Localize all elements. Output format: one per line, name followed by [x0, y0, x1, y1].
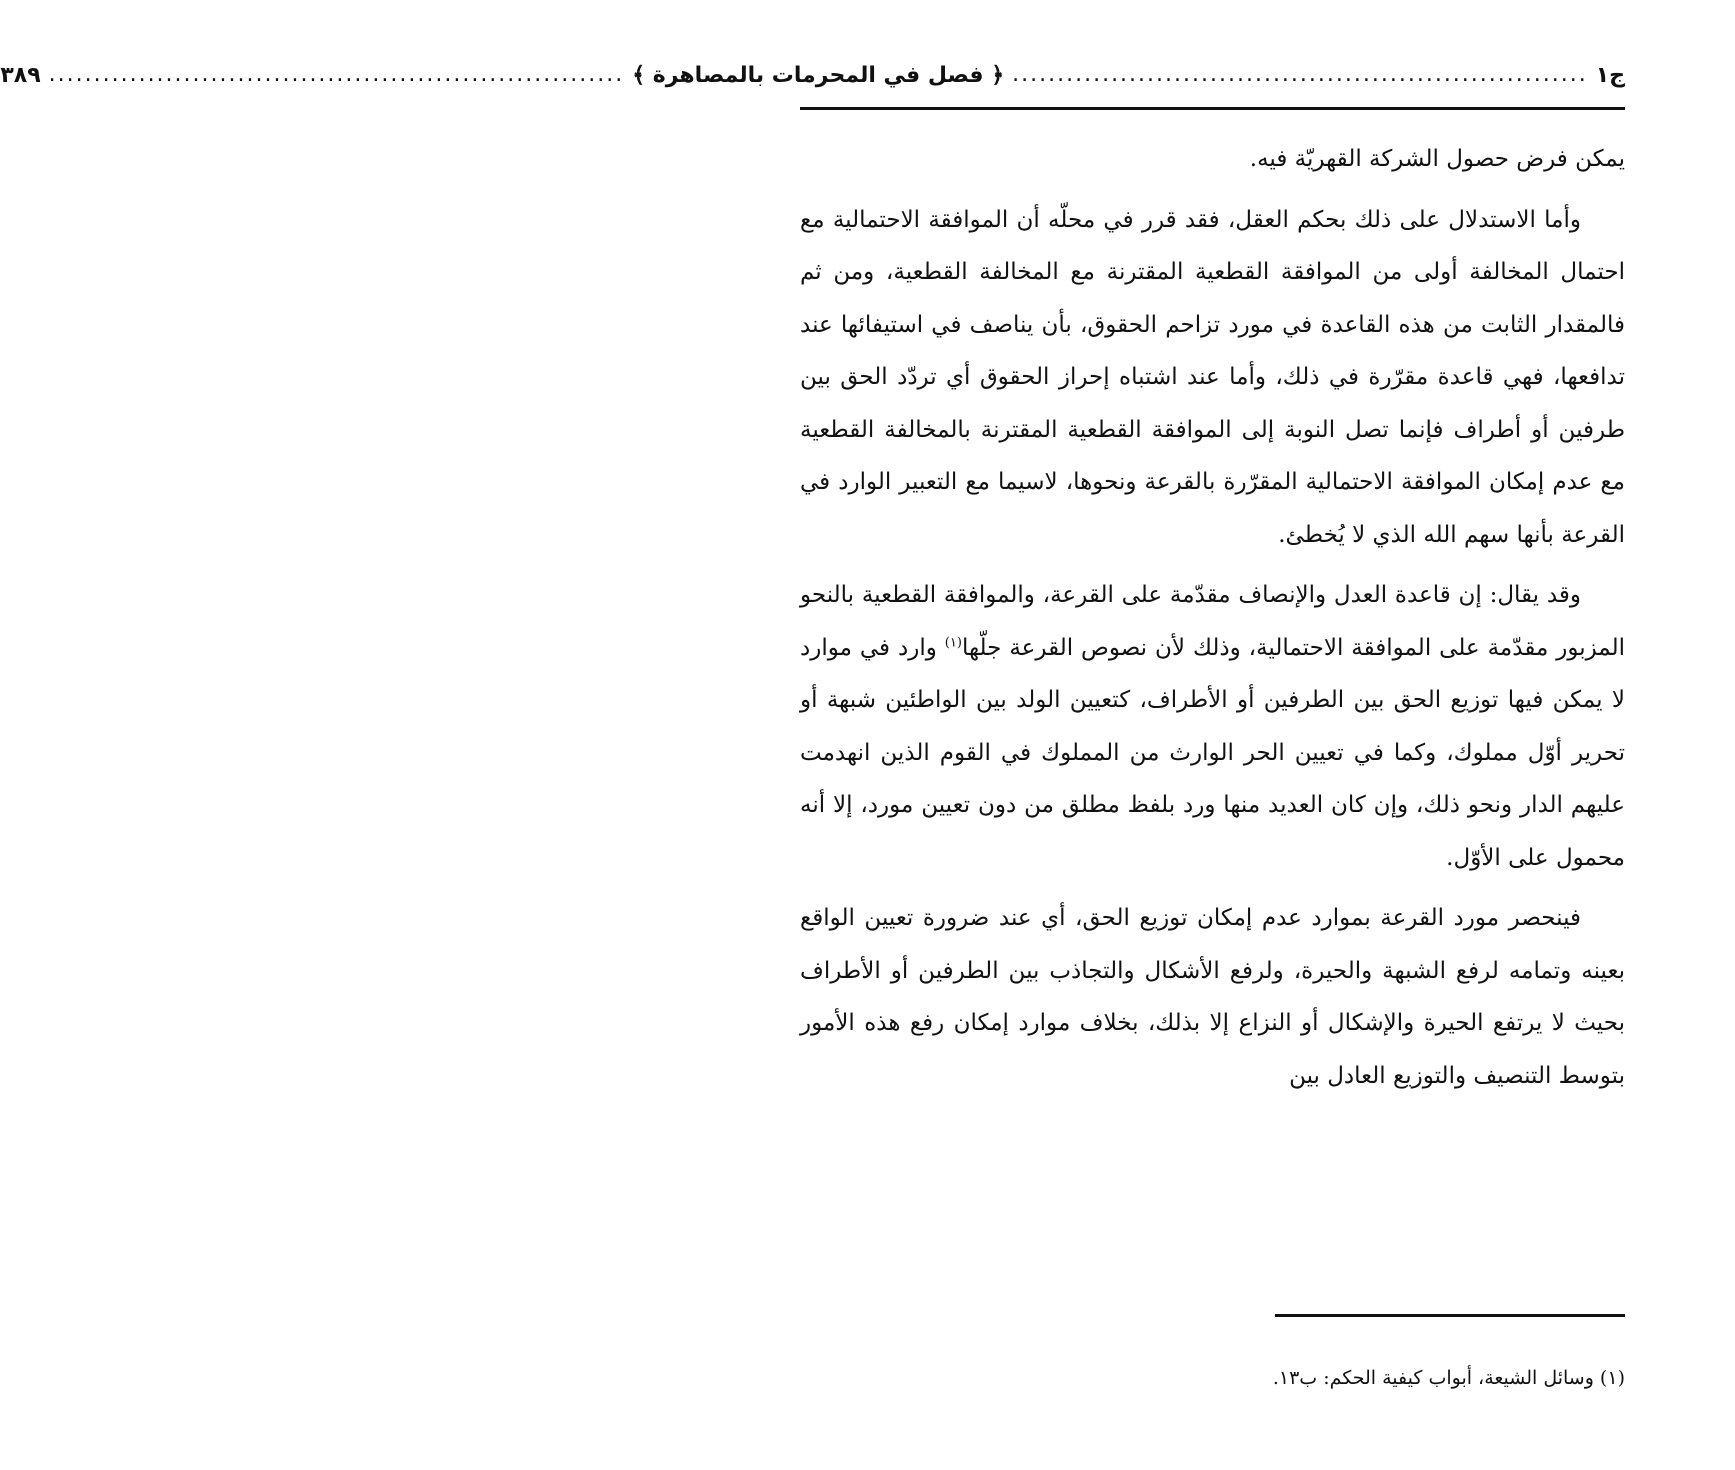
paragraph-3-before: وقد يقال: إن قاعدة العدل والإنصاف مقدّمة على القرعة، والموافقة القطعية بالنحو المزبور مقدّمة على الموافقة الاحتمالية، وذلك لأن نصوص القرعة جلّها [800, 582, 1625, 661]
footnote-separator [1275, 1314, 1625, 1317]
leader-dots: ................................................................ [1012, 62, 1588, 87]
paragraph-2: وأما الاستدلال على ذلك بحكم العقل، فقد قرر في محلّه أن الموافقة الاحتمالية مع احتمال المخالفة أولى من الموافقة القطعية المقترنة مع المخالفة القطعية، ومن ثم فالمقدار الثابت من هذه القاعدة في مورد تزاحم الحقوق، بأن يناصف في استيفائها عند تدافعها، فهي قاعدة مقرّرة في ذلك، وأما عند اشتباه إحراز الحقوق أي تردّد الحق بين طرفين أو أطراف فإنما تصل النوبة إلى الموافقة القطعية المقترنة بالمخالفة القطعية مع عدم إمكان الموافقة الاحتمالية المقرّرة بالقرعة ونحوها، لاسيما مع التعبير الوارد في القرعة بأنها سهم الله الذي لا يُخطئ. [800, 206, 1625, 548]
volume-label: ج١ [1595, 62, 1625, 88]
main-text [800, 133, 1625, 1110]
paragraph-4: فينحصر مورد القرعة بموارد عدم إمكان توزيع الحق، أي عند ضرورة تعيين الواقع بعينه وتمامه لرفع الشبهة والحيرة، ولرفع الأشكال والتجاذب بين الطرفين أو الأطراف بحيث لا يرتفع الحيرة والإشكال أو النزاع إلا بذلك، بخلاف موارد إمكان رفع هذه الأمور بتوسط التنصيف والتوزيع العادل بين [800, 905, 1625, 1089]
chapter-title: ﴿ فصل في المحرمات بالمصاهرة ﴾ [632, 62, 1005, 88]
header-rule [800, 107, 1625, 110]
paragraph-1: يمكن فرض حصول الشركة القهريّة فيه. [1249, 146, 1625, 172]
page-number: ٣٨٩ [0, 62, 41, 88]
book-page [0, 30, 1625, 1440]
paragraph-3-after: وارد في موارد لا يمكن فيها توزيع الحق بين الطرفين أو الأطراف، كتعيين الولد بين الواطئين شبهة أو تحرير أوّل مملوك، وكما في تعيين الحر الوارث من المملوك في القوم الذين انهدمت عليهم الدار ونحو ذلك، وإن كان العديد منها ورد بلفظ مطلق من دون تعيين مورد، إلا أنه محمول على الأوّل. [800, 634, 1625, 871]
footnote-reference[interactable]: (١) [944, 634, 962, 650]
leader-dots: ................................................................ [48, 62, 625, 87]
paragraph-3 [800, 569, 1625, 884]
footnote: (١) وسائل الشيعة، أبواب كيفية الحكم: ب١٣. [1272, 1367, 1625, 1389]
running-header [0, 50, 1625, 100]
